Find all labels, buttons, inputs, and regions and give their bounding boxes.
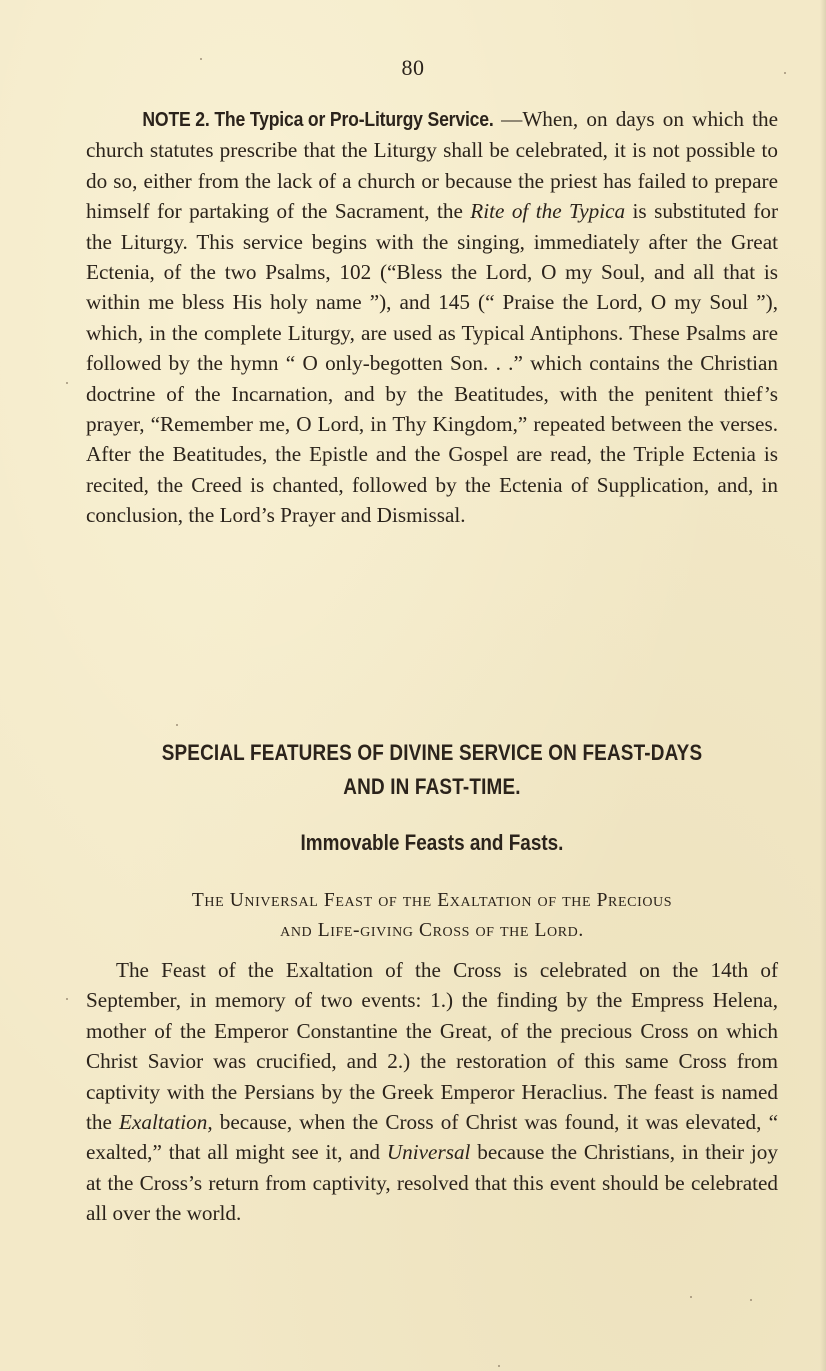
paper-speck bbox=[66, 382, 68, 384]
page-edge bbox=[820, 0, 826, 1371]
feast-text-1: The Feast of the Exaltation of the Cross is celebrated on the 14th of September, in memory of two events: 1.) the finding by the Empress Helena, mother of the Emperor Constantine the Great, of the precious Cross on which Christ Savior was crucified, and 2.) the restoration of this same Cross from captivity with the Persians by the Greek Emperor Heraclius. The feast is named the bbox=[86, 958, 778, 1135]
note-2-text-1: —When, on days on which the church statutes prescribe that the Liturgy shall be celebrated, it is not possible to do so, either from the lack of a church or because the priest has failed to prepare himself for partaking of the Sacrament, the bbox=[86, 107, 778, 224]
subsection-title: Immovable Feasts and Fasts. bbox=[300, 830, 564, 855]
feast-italic-exaltation: Exaltation, bbox=[119, 1110, 213, 1135]
note-2-block bbox=[86, 104, 778, 531]
paper-speck bbox=[176, 724, 178, 726]
note-2-paragraph bbox=[86, 104, 778, 531]
feast-title-line-1: The Universal Feast of the Exaltation of the Precious bbox=[191, 890, 673, 911]
paper-speck bbox=[498, 1365, 500, 1367]
feast-title bbox=[86, 886, 778, 946]
paper-speck bbox=[784, 72, 786, 74]
paper-speck bbox=[66, 998, 68, 1000]
page-number: 80 bbox=[401, 55, 425, 80]
feast-title-line-2: and Life-giving Cross of the Lord. bbox=[280, 920, 584, 941]
note-2-text-2: is substituted for the Liturgy. This service begins with the singing, immediately after the Great Ectenia, of the two Psalms, 102 (“Bless the Lord, O my Soul, and all that is within me bless His holy name ”), and 145 (“ Praise the Lord, O my Soul ”), which, in the complete Liturgy, are used as Typical Antiphons. These Psalms are followed by the hymn “ O only-begotten Son. . .” which contains the Christian doctrine of the Incarnation, and by the Beatitudes, with the penitent thief’s prayer, “Remember me, O Lord, in Thy Kingdom,” repeated between the verses. After the Beatitudes, the Epistle and the Gospel are read, the Triple Ectenia is recited, the Creed is chanted, followed by the Ectenia of Supplication, and, in conclusion, the Lord’s Prayer and Dismissal. bbox=[86, 199, 779, 528]
section-title-line-2: AND IN FAST-TIME. bbox=[343, 774, 521, 799]
feast-text-2: because, when the Cross of Christ was found, it was elevated, “ exalted,” that all might see it, and bbox=[86, 1110, 778, 1165]
paper-speck bbox=[690, 1296, 692, 1298]
note-2-heading: NOTE 2. The Typica or Pro-Liturgy Service. bbox=[142, 109, 494, 131]
note-2-italic-rite: Rite of the Typica bbox=[470, 199, 626, 224]
section-title bbox=[86, 736, 778, 804]
feast-block bbox=[86, 955, 778, 1229]
feast-text-3: because the Christians, in their joy at the Cross’s return from captivity, resolved that this event should be celebrated all over the world. bbox=[86, 1140, 778, 1226]
paper-speck bbox=[200, 58, 202, 60]
paper-speck bbox=[750, 1299, 752, 1301]
feast-paragraph bbox=[86, 955, 778, 1229]
feast-italic-universal: Universal bbox=[386, 1140, 471, 1165]
section-title-line-1: SPECIAL FEATURES OF DIVINE SERVICE ON FEAST-DAYS bbox=[161, 740, 703, 765]
